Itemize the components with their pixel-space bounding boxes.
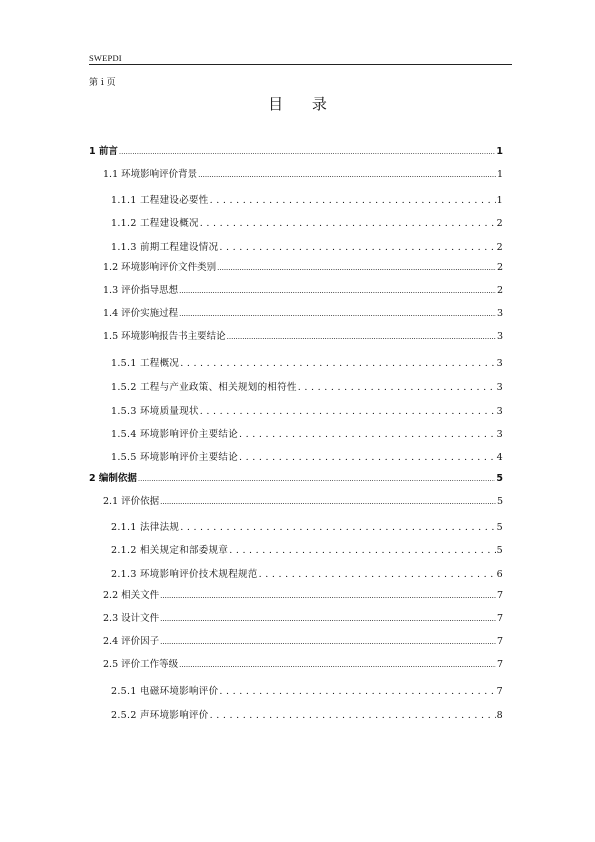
toc-leader-dots [200,405,496,419]
toc-entry[interactable] [89,472,503,486]
toc-entry-page: 2 [496,285,503,296]
toc-entry-label: 1 前言 [89,146,118,157]
page-title: 目 录 [268,95,339,113]
toc-entry-label: 1.5 环境影响报告书主要结论 [103,331,226,342]
toc-entry[interactable] [111,521,503,535]
toc-entry-label: 1.1.2 工程建设概况 [111,218,199,229]
toc-entry-page: 2 [496,262,503,273]
toc-entry[interactable] [111,194,503,208]
toc-entry-page: 3 [496,406,503,417]
toc-entry[interactable] [111,381,503,395]
toc-leader-dots [179,307,496,321]
toc-entry-page: 2 [496,218,503,229]
toc-entry[interactable] [89,145,503,159]
toc-leader-dots [198,168,496,182]
toc-leader-dots [119,145,495,159]
toc-leader-dots [210,709,496,723]
toc-leader-dots [179,284,496,298]
toc-leader-dots [259,568,496,582]
toc-entry[interactable] [111,428,503,442]
toc-entry-page: 8 [496,710,503,721]
toc-entry-page: 7 [496,613,503,624]
toc-entry[interactable] [111,685,503,699]
toc-entry-page: 3 [496,429,503,440]
toc-entry[interactable] [103,307,503,321]
toc-leader-dots [160,589,496,603]
toc-entry-page: 5 [496,473,503,484]
toc-entry-label: 2.2 相关文件 [103,590,160,601]
toc-entry-label: 1.5.3 环境质量现状 [111,406,199,417]
toc-entry-label: 2.1.1 法律法规 [111,522,180,533]
toc-leader-dots [210,194,496,208]
toc-entry[interactable] [103,495,503,509]
toc-entry-page: 1 [496,169,503,180]
toc-entry-page: 4 [496,452,503,463]
toc-entry[interactable] [111,451,503,465]
toc-entry-label: 1.3 评价指导思想 [103,285,179,296]
toc-entry-page: 3 [496,308,503,319]
toc-entry-page: 5 [496,522,503,533]
toc-entry[interactable] [103,261,503,275]
toc-entry-label: 2.3 设计文件 [103,613,160,624]
toc-entry-label: 2.1 评价依据 [103,496,160,507]
toc-entry-label: 1.5.5 环境影响评价主要结论 [111,452,238,463]
toc-entry-page: 5 [496,496,503,507]
toc-entry-page: 7 [496,659,503,670]
toc-entry-page: 1 [496,195,503,206]
toc-entry-label: 1.2 环境影响评价文件类别 [103,262,217,273]
toc-entry[interactable] [103,612,503,626]
toc-entry[interactable] [103,330,503,344]
header-org-name: SWEPDI [89,53,122,63]
toc-entry-label: 2.1.3 环境影响评价技术规程规范 [111,569,258,580]
toc-entry-label: 1.5.2 工程与产业政策、相关规划的相符性 [111,382,297,393]
toc-entry[interactable] [111,709,503,723]
toc-entry-page: 3 [496,382,503,393]
toc-entry[interactable] [111,568,503,582]
toc-entry-page: 3 [496,358,503,369]
toc-leader-dots [180,357,495,371]
toc-entry-page: 6 [496,569,503,580]
toc-entry-label: 1.1 环境影响评价背景 [103,169,198,180]
toc-leader-dots [217,261,496,275]
toc-entry[interactable] [111,405,503,419]
toc-entry[interactable] [103,658,503,672]
toc-entry-page: 7 [496,590,503,601]
toc-entry[interactable] [111,357,503,371]
toc-leader-dots [239,451,496,465]
toc-entry-page: 2 [496,242,503,253]
toc-leader-dots [239,428,496,442]
toc-leader-dots [138,472,495,486]
toc-entry[interactable] [111,217,503,231]
toc-entry-page: 1 [496,146,503,157]
toc-entry-label: 2.5 评价工作等级 [103,659,179,670]
toc-leader-dots [160,495,496,509]
toc-entry[interactable] [103,284,503,298]
toc-leader-dots [180,521,495,535]
toc-entry-label: 1.5.1 工程概况 [111,358,180,369]
toc-leader-dots [227,330,496,344]
toc-leader-dots [229,544,495,558]
toc-entry[interactable] [111,241,503,255]
toc-entry-page: 5 [496,545,503,556]
toc-entry-page: 7 [496,636,503,647]
toc-entry-label: 2.5.2 声环境影响评价 [111,710,209,721]
toc-entry[interactable] [103,589,503,603]
toc-entry-label: 1.4 评价实施过程 [103,308,179,319]
toc-entry[interactable] [111,544,503,558]
toc-entry-label: 1.5.4 环境影响评价主要结论 [111,429,238,440]
toc-entry-label: 2.1.2 相关规定和部委规章 [111,545,229,556]
toc-entry-page: 3 [496,331,503,342]
toc-leader-dots [179,658,496,672]
toc-entry-label: 2 编制依据 [89,473,137,484]
toc-leader-dots [200,217,496,231]
toc-entry[interactable] [103,168,503,182]
toc-entry-label: 1.1.1 工程建设必要性 [111,195,209,206]
toc-leader-dots [160,635,496,649]
toc-entry-page: 7 [496,686,503,697]
toc-leader-dots [219,685,495,699]
toc-leader-dots [160,612,496,626]
page-number-label: 第 i 页 [89,78,116,88]
toc-entry[interactable] [103,635,503,649]
toc-leader-dots [219,241,495,255]
toc-entry-label: 2.5.1 电磁环境影响评价 [111,686,219,697]
toc-leader-dots [298,381,496,395]
toc-entry-label: 1.1.3 前期工程建设情况 [111,242,219,253]
toc-entry-label: 2.4 评价因子 [103,636,160,647]
header-divider [89,64,512,65]
